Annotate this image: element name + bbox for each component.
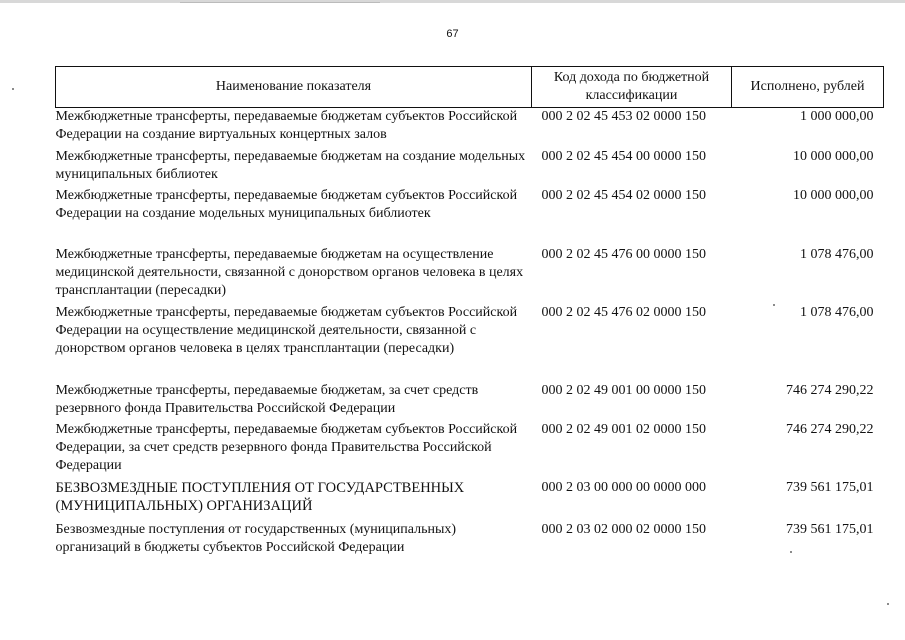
table-row [56, 382, 884, 421]
row-name: Межбюджетные трансферты, передаваемые бюджетам субъектов Российской Федерации, за счет средств резервного фонда Правительства Российской Федерации [55, 421, 518, 473]
row-amount: 10 000 000,00 [793, 187, 874, 203]
page-number: 67 [446, 28, 459, 40]
row-code: 000 2 02 49 001 00 0000 150 [541, 382, 706, 398]
row-code: 000 2 02 45 454 00 0000 150 [541, 148, 706, 164]
row-name: Межбюджетные трансферты, передаваемые бюджетам субъектов Российской Федерации на осуществление медицинской деятельности, связанной с донорством органов человека в целях трансплантации (пересадки) [55, 304, 518, 356]
header-name: Наименование показателя [56, 67, 532, 108]
scan-speck [12, 88, 14, 90]
row-name: Межбюджетные трансферты, передаваемые бюджетам на осуществление медицинской деятельности, связанной с донорством органов человека в целях трансплантации (пересадки) [55, 246, 524, 298]
table-header-row [56, 67, 884, 108]
table-row [56, 304, 884, 382]
row-amount: 1 078 476,00 [800, 246, 874, 262]
row-amount: 739 561 175,01 [786, 521, 874, 537]
budget-table [55, 66, 884, 561]
row-code: 000 2 02 45 453 02 0000 150 [541, 109, 706, 124]
row-amount: 739 561 175,01 [786, 479, 874, 495]
scan-speck [790, 551, 792, 553]
scan-top-edge [0, 0, 905, 3]
table-row [56, 421, 884, 479]
row-name: Межбюджетные трансферты, передаваемые бюджетам на создание модельных муниципальных библиотек [55, 148, 526, 182]
row-code: 000 2 02 45 454 02 0000 150 [541, 187, 706, 203]
header-code: Код дохода по бюджетной классификации [532, 67, 732, 108]
row-name: Безвозмездные поступления от государственных (муниципальных) организаций в бюджеты субъектов Российской Федерации [55, 521, 457, 555]
table-row [56, 246, 884, 304]
table-row [56, 108, 884, 148]
row-name: БЕЗВОЗМЕЗДНЫЕ ПОСТУПЛЕНИЯ ОТ ГОСУДАРСТВЕННЫХ (МУНИЦИПАЛЬНЫХ) ОРГАНИЗАЦИЙ [55, 479, 465, 514]
table-row [56, 187, 884, 246]
scan-speck [887, 603, 889, 605]
table-row-section [56, 479, 884, 521]
row-amount: 746 274 290,22 [786, 382, 874, 398]
row-name: Межбюджетные трансферты, передаваемые бюджетам субъектов Российской Федерации на создание виртуальных концертных залов [55, 109, 518, 142]
table-row [56, 521, 884, 561]
row-amount: 10 000 000,00 [793, 148, 874, 164]
scan-speck [773, 304, 775, 306]
row-name: Межбюджетные трансферты, передаваемые бюджетам субъектов Российской Федерации на создание модельных муниципальных библиотек [55, 187, 518, 221]
scan-top-edge-mark [180, 2, 380, 3]
row-code: 000 2 02 45 476 02 0000 150 [541, 304, 706, 320]
row-code: 000 2 03 00 000 00 0000 000 [541, 479, 706, 495]
table-row [56, 148, 884, 187]
header-amount: Исполнено, рублей [732, 67, 884, 108]
row-amount: 746 274 290,22 [786, 421, 874, 437]
row-name: Межбюджетные трансферты, передаваемые бюджетам, за счет средств резервного фонда Правительства Российской Федерации [55, 382, 479, 416]
row-amount: 1 000 000,00 [800, 109, 874, 124]
row-code: 000 2 02 45 476 00 0000 150 [541, 246, 706, 262]
row-code: 000 2 03 02 000 02 0000 150 [541, 521, 706, 537]
row-amount: 1 078 476,00 [800, 304, 874, 320]
row-code: 000 2 02 49 001 02 0000 150 [541, 421, 706, 437]
